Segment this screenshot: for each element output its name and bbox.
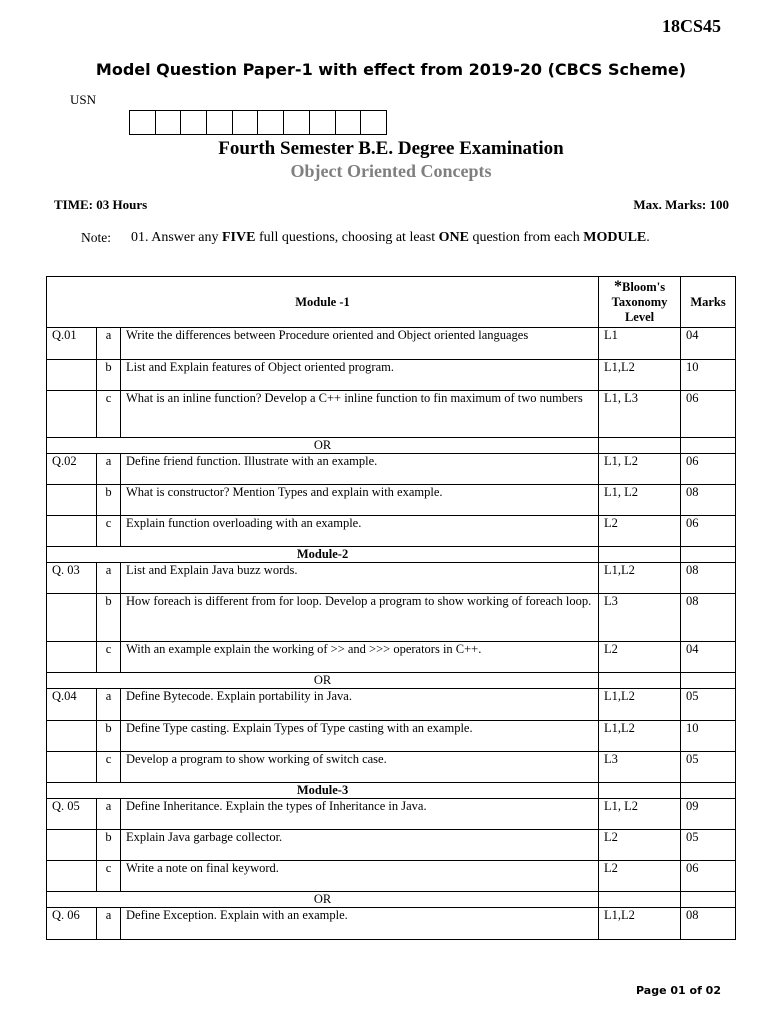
- bloom-level: L1, L2: [599, 485, 681, 516]
- question-marks: 08: [681, 485, 736, 516]
- question-text: What is an inline function? Develop a C++ inline function to fin maximum of two numbers: [121, 391, 599, 438]
- question-number: [47, 830, 97, 861]
- question-text: Define Exception. Explain with an example.: [121, 908, 599, 940]
- table-row: [47, 642, 736, 673]
- or-row: [47, 892, 736, 908]
- question-text: How foreach is different from for loop. Develop a program to show working of foreach loop.: [121, 594, 599, 642]
- question-text: What is constructor? Mention Types and explain with example.: [121, 485, 599, 516]
- bloom-level: L1,L2: [599, 908, 681, 940]
- question-marks: 05: [681, 689, 736, 721]
- module-2-header: Module-2: [47, 547, 599, 563]
- usn-box[interactable]: [309, 110, 336, 135]
- question-marks: 04: [681, 328, 736, 360]
- usn-box[interactable]: [232, 110, 259, 135]
- question-text: Develop a program to show working of switch case.: [121, 752, 599, 783]
- table-row: [47, 908, 736, 940]
- question-number: [47, 594, 97, 642]
- question-marks: 08: [681, 563, 736, 594]
- max-marks: Max. Marks: 100: [633, 197, 729, 212]
- subject-title: Object Oriented Concepts: [290, 161, 492, 181]
- table-row: [47, 799, 736, 830]
- sub-question: a: [97, 328, 121, 360]
- table-row: [47, 454, 736, 485]
- module-row: [47, 547, 736, 563]
- sub-question: b: [97, 594, 121, 642]
- question-number: [47, 485, 97, 516]
- question-marks: 10: [681, 360, 736, 391]
- bloom-level: L3: [599, 752, 681, 783]
- note-part: 01. Answer any: [131, 230, 222, 245]
- empty-cell: [599, 438, 681, 454]
- question-marks: 05: [681, 830, 736, 861]
- question-marks: 06: [681, 391, 736, 438]
- question-text: With an example explain the working of >> and >>> operators in C++.: [121, 642, 599, 673]
- question-text: Write the differences between Procedure oriented and Object oriented languages: [121, 328, 599, 360]
- table-row: [47, 360, 736, 391]
- sub-question: a: [97, 454, 121, 485]
- bloom-level: L2: [599, 642, 681, 673]
- table-row: [47, 391, 736, 438]
- exam-duration: TIME: 03 Hours: [54, 197, 148, 212]
- sub-question: c: [97, 516, 121, 547]
- empty-cell: [681, 438, 736, 454]
- paper-title: Model Question Paper-1 with effect from 2019-20 (CBCS Scheme): [95, 60, 687, 79]
- bloom-level: L2: [599, 830, 681, 861]
- note-emphasis: MODULE: [583, 230, 647, 245]
- question-table: [46, 276, 736, 940]
- question-number: Q.01: [47, 328, 97, 360]
- note-part: .: [646, 230, 650, 245]
- or-separator: OR: [47, 892, 599, 908]
- table-row: [47, 485, 736, 516]
- question-marks: 05: [681, 752, 736, 783]
- bloom-header-line1: Bloom's: [622, 280, 666, 294]
- question-number: Q.02: [47, 454, 97, 485]
- empty-cell: [599, 892, 681, 908]
- usn-box[interactable]: [257, 110, 284, 135]
- usn-label: USN: [70, 92, 97, 107]
- bloom-header: [599, 277, 681, 328]
- module-1-header: Module -1: [47, 277, 599, 328]
- question-marks: 06: [681, 861, 736, 892]
- question-number: [47, 642, 97, 673]
- sub-question: b: [97, 830, 121, 861]
- or-row: [47, 438, 736, 454]
- table-row: [47, 594, 736, 642]
- module-3-header: Module-3: [47, 783, 599, 799]
- table-header-row: [47, 277, 736, 328]
- question-marks: 06: [681, 516, 736, 547]
- question-text: Explain function overloading with an example.: [121, 516, 599, 547]
- bloom-level: L1,L2: [599, 360, 681, 391]
- usn-box[interactable]: [180, 110, 207, 135]
- question-number: Q. 05: [47, 799, 97, 830]
- sub-question: a: [97, 799, 121, 830]
- empty-cell: [681, 673, 736, 689]
- empty-cell: [681, 547, 736, 563]
- question-text: Write a note on final keyword.: [121, 861, 599, 892]
- note-text: [131, 230, 650, 246]
- module-row: [47, 783, 736, 799]
- marks-header: Marks: [681, 277, 736, 328]
- question-number: [47, 721, 97, 752]
- question-marks: 04: [681, 642, 736, 673]
- empty-cell: [599, 783, 681, 799]
- usn-box[interactable]: [335, 110, 362, 135]
- sub-question: a: [97, 908, 121, 940]
- bloom-level: L2: [599, 861, 681, 892]
- question-marks: 09: [681, 799, 736, 830]
- exam-title: Fourth Semester B.E. Degree Examination: [218, 138, 564, 159]
- note-part: full questions, choosing at least: [255, 230, 439, 245]
- note-label: Note:: [81, 230, 111, 245]
- question-text: List and Explain Java buzz words.: [121, 563, 599, 594]
- sub-question: b: [97, 721, 121, 752]
- table-row: [47, 328, 736, 360]
- usn-box[interactable]: [155, 110, 182, 135]
- question-marks: 06: [681, 454, 736, 485]
- usn-box[interactable]: [283, 110, 310, 135]
- empty-cell: [681, 783, 736, 799]
- or-separator: OR: [47, 438, 599, 454]
- question-text: Define Inheritance. Explain the types of Inheritance in Java.: [121, 799, 599, 830]
- bloom-star: *: [614, 278, 622, 295]
- question-number: [47, 516, 97, 547]
- table-row: [47, 721, 736, 752]
- question-marks: 08: [681, 908, 736, 940]
- note-emphasis: ONE: [438, 230, 469, 245]
- bloom-level: L1: [599, 328, 681, 360]
- usn-box[interactable]: [206, 110, 233, 135]
- question-marks: 10: [681, 721, 736, 752]
- bloom-level: L3: [599, 594, 681, 642]
- sub-question: c: [97, 752, 121, 783]
- sub-question: a: [97, 689, 121, 721]
- sub-question: c: [97, 391, 121, 438]
- bloom-level: L1, L2: [599, 454, 681, 485]
- bloom-header-line3: Level: [624, 310, 655, 324]
- question-marks: 08: [681, 594, 736, 642]
- question-number: [47, 391, 97, 438]
- sub-question: b: [97, 485, 121, 516]
- bloom-level: L1, L3: [599, 391, 681, 438]
- question-number: [47, 861, 97, 892]
- question-text: Explain Java garbage collector.: [121, 830, 599, 861]
- question-text: Define Type casting. Explain Types of Type casting with an example.: [121, 721, 599, 752]
- usn-box[interactable]: [360, 110, 387, 135]
- sub-question: c: [97, 642, 121, 673]
- note-part: question from each: [468, 230, 584, 245]
- bloom-level: L1,L2: [599, 563, 681, 594]
- question-text: List and Explain features of Object oriented program.: [121, 360, 599, 391]
- table-row: [47, 689, 736, 721]
- empty-cell: [681, 892, 736, 908]
- question-text: Define Bytecode. Explain portability in Java.: [121, 689, 599, 721]
- bloom-level: L1,L2: [599, 721, 681, 752]
- sub-question: c: [97, 861, 121, 892]
- bloom-level: L1,L2: [599, 689, 681, 721]
- bloom-level: L1, L2: [599, 799, 681, 830]
- question-number: [47, 752, 97, 783]
- usn-box-grid[interactable]: [130, 110, 387, 135]
- bloom-level: L2: [599, 516, 681, 547]
- note-emphasis: FIVE: [222, 230, 256, 245]
- or-separator: OR: [47, 673, 599, 689]
- page-number: Page 01 of 02: [636, 984, 721, 997]
- usn-box[interactable]: [129, 110, 156, 135]
- table-row: [47, 516, 736, 547]
- question-text: Define friend function. Illustrate with an example.: [121, 454, 599, 485]
- table-row: [47, 563, 736, 594]
- empty-cell: [599, 673, 681, 689]
- or-row: [47, 673, 736, 689]
- empty-cell: [599, 547, 681, 563]
- sub-question: a: [97, 563, 121, 594]
- table-row: [47, 830, 736, 861]
- table-row: [47, 752, 736, 783]
- course-code: 18CS45: [661, 16, 721, 36]
- table-row: [47, 861, 736, 892]
- question-number: Q. 03: [47, 563, 97, 594]
- bloom-header-line2: Taxonomy: [611, 295, 668, 309]
- question-number: Q.04: [47, 689, 97, 721]
- question-number: [47, 360, 97, 391]
- question-number: Q. 06: [47, 908, 97, 940]
- sub-question: b: [97, 360, 121, 391]
